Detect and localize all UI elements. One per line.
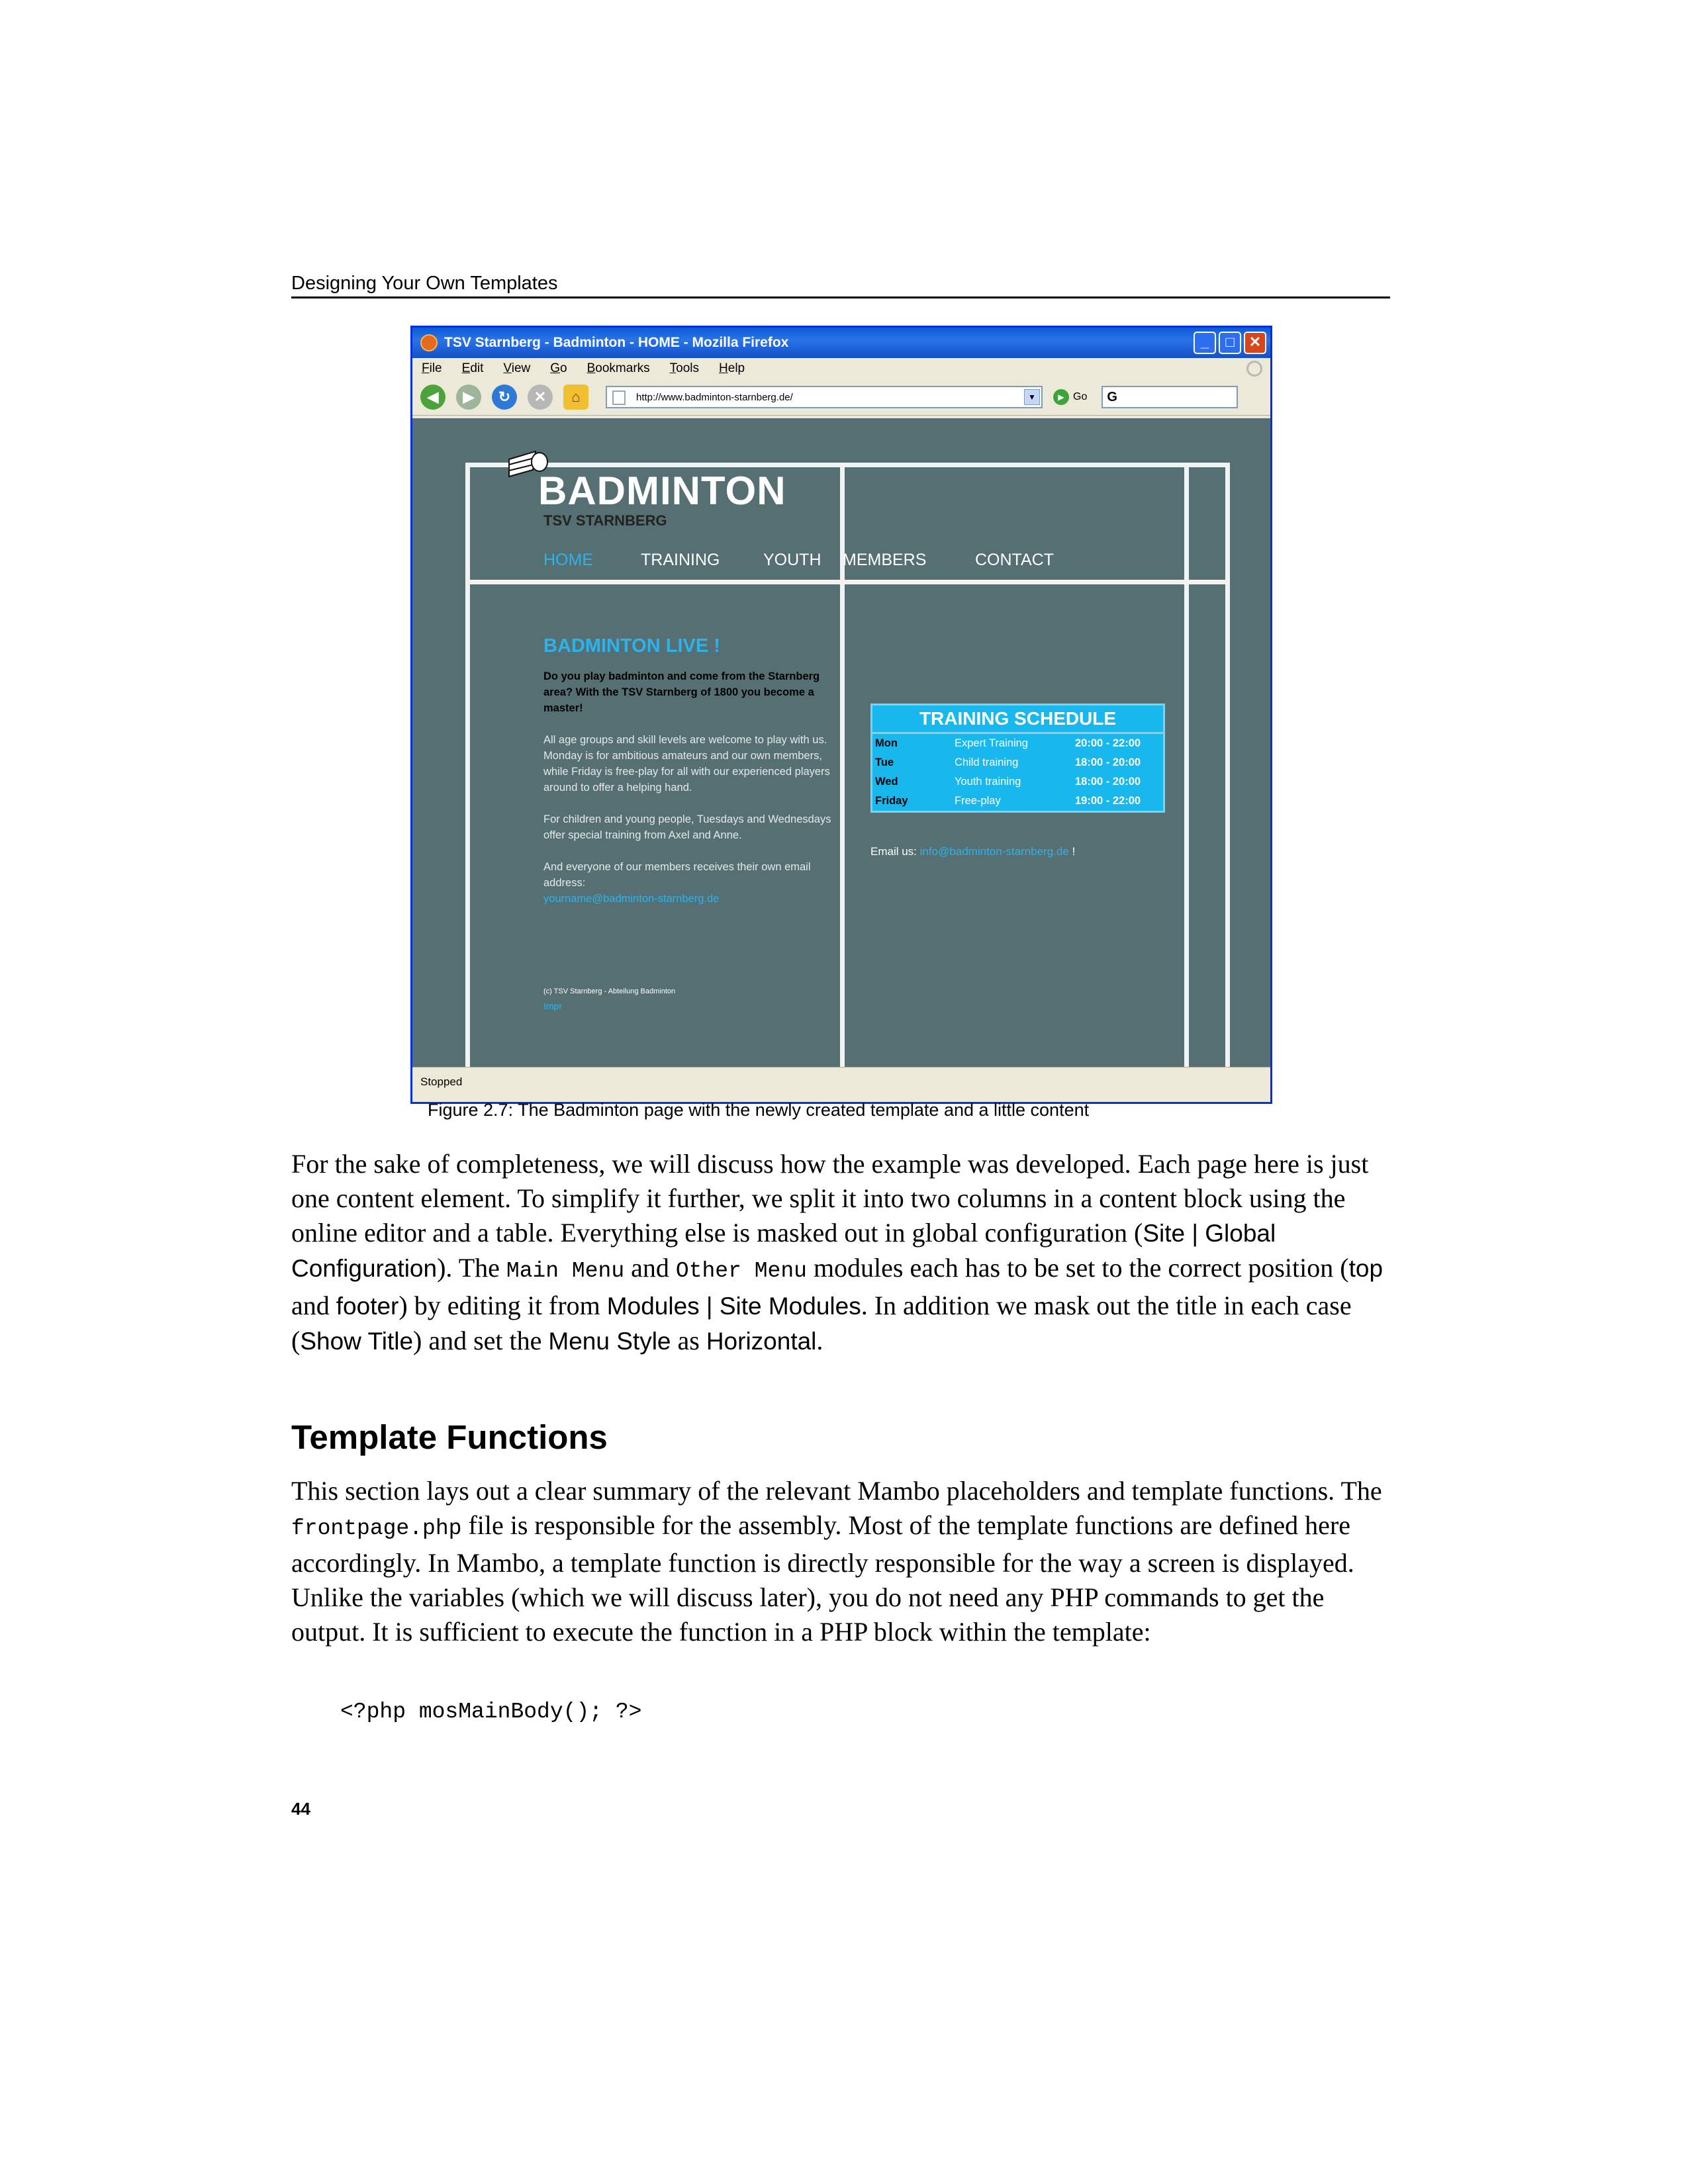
site-subtitle: TSV STARNBERG [543,512,667,529]
text-run: as [671,1326,706,1355]
text-run: modules each has to be set to the correct position ( [806,1253,1349,1283]
url-text: http://www.badminton-starnberg.de/ [636,391,793,403]
live-heading: BADMINTON LIVE ! [543,635,720,657]
go-arrow-icon: ▶ [1053,389,1069,405]
ui-term: Menu Style [548,1328,671,1355]
status-text: Stopped [420,1075,463,1088]
ui-term: footer [336,1293,399,1320]
schedule-day: Tue [875,756,894,768]
page-viewport [412,418,1270,1067]
schedule-time: 19:00 - 22:00 [1075,795,1141,807]
search-box[interactable] [1102,386,1238,408]
site-title: BADMINTON [538,469,786,513]
reload-icon[interactable]: ↻ [492,385,517,410]
throbber-icon [1246,361,1262,377]
running-header: Designing Your Own Templates [291,273,558,294]
schedule-day: Friday [875,795,908,807]
minimize-button[interactable]: _ [1194,332,1216,354]
code-sample: <?php mosMainBody(); ?> [340,1700,642,1724]
schedule-row [872,753,1163,772]
text-run: ). The [437,1253,506,1283]
page-icon [612,390,626,405]
nav-training[interactable]: TRAINING [641,551,720,569]
ui-term: Horizontal [706,1328,817,1355]
text-run: This section lays out a clear summary of the relevant Mambo placeholders and template functions. The [291,1476,1382,1506]
schedule-day: Mon [875,737,898,749]
schedule-row [872,792,1163,811]
schedule-row [872,734,1163,753]
home-icon[interactable]: ⌂ [563,385,588,410]
text-run: . In addition we mask out the title in each case ( [291,1291,1352,1355]
menu-go[interactable]: Go [550,361,567,375]
stop-icon[interactable]: ✕ [528,385,553,410]
nav-youth[interactable]: YOUTH [763,551,821,569]
nav-home[interactable]: HOME [543,551,593,569]
navigation-toolbar [412,379,1270,416]
menu-help[interactable]: Help [719,361,745,375]
nav-members[interactable]: MEMBERS [843,551,927,569]
firefox-icon [420,334,438,351]
schedule-row [872,772,1163,792]
header-rule [291,296,1390,298]
content-paragraph: For children and young people, Tuesdays and Wednesdays offer special training from Axel and Anne. [543,813,831,841]
forward-arrow-icon[interactable]: ▶ [456,385,481,410]
menu-tools[interactable]: Tools [669,361,700,375]
menu-bar [412,358,1270,379]
schedule-activity: Youth training [955,776,1021,788]
schedule-title: TRAINING SCHEDULE [872,705,1163,734]
menu-view[interactable]: View [503,361,531,375]
text-run: ) by editing it from [399,1291,607,1320]
main-content [543,668,845,923]
maximize-button[interactable]: □ [1219,332,1241,354]
email-suffix: ! [1072,845,1076,858]
intro-text: Do you play badminton and come from the Starnberg area? With the TSV Starnberg of 1800 you become a master! [543,670,820,714]
footer-link[interactable]: Impr [543,1001,562,1011]
search-engine-icon: G [1107,390,1117,404]
text-run: file is responsible for the assembly. Most of the template functions are defined here accordingly. In Mambo, a template function is directly responsible for the way a screen is displayed. Unlike the variables (which we will discuss later), you do not need any PHP commands to get the output. It is sufficient to execute the function in a PHP block within the template: [291,1510,1354,1647]
schedule-activity: Expert Training [955,737,1028,749]
schedule-time: 18:00 - 20:00 [1075,756,1141,768]
code-term: frontpage.php [291,1516,462,1541]
menu-bookmarks[interactable]: Bookmarks [586,361,650,375]
member-email-link[interactable]: yourname@badminton-starnberg.de [543,893,720,905]
schedule-time: 18:00 - 20:00 [1075,776,1141,788]
body-paragraph [291,1147,1390,1359]
training-schedule [870,704,1165,813]
layout-line [465,463,1230,467]
browser-screenshot [410,326,1272,1104]
body-paragraph [291,1474,1390,1649]
layout-line [465,580,1230,584]
figure-caption: Figure 2.7: The Badminton page with the newly created template and a little content [428,1100,1090,1120]
email-label: Email us: [870,845,917,858]
nav-contact[interactable]: CONTACT [975,551,1054,569]
content-paragraph: All age groups and skill levels are welcome to play with us. Monday is for ambitious amateurs and our own members, while Friday is free-play for all with our experienced players around to offer a helping hand. [543,734,830,794]
url-dropdown-icon[interactable]: ▼ [1024,389,1040,405]
content-paragraph: And everyone of our members receives their own email address: [543,861,811,889]
section-heading: Template Functions [291,1418,608,1456]
close-button[interactable]: ✕ [1244,332,1266,354]
status-bar [412,1067,1270,1102]
schedule-activity: Free-play [955,795,1001,807]
text-run: For the sake of completeness, we will discuss how the example was developed. Each page here is just one content element. To simplify it further, we split it into two columns in a content block using the online editor and a table. Everything else is masked out in global configuration ( [291,1149,1369,1248]
schedule-day: Wed [875,776,898,788]
text-run: . [816,1326,823,1355]
go-label: Go [1073,391,1088,402]
schedule-activity: Child training [955,756,1019,768]
back-arrow-icon[interactable]: ◀ [420,385,445,410]
ui-term: top [1348,1255,1383,1282]
window-title: TSV Starnberg - Badminton - HOME - Mozilla Firefox [444,335,789,350]
code-term: Other Menu [675,1259,807,1283]
text-run: ) and set the [413,1326,549,1355]
site-nav [412,551,1270,577]
url-bar[interactable] [606,386,1043,408]
contact-email-link[interactable]: info@badminton-starnberg.de [919,845,1069,858]
menu-edit[interactable]: Edit [461,361,484,375]
menu-path: Site | Global Configuration [291,1220,1276,1282]
schedule-time: 20:00 - 22:00 [1075,737,1141,749]
menu-path: Modules | Site Modules [606,1293,861,1320]
ui-term: Show Title [300,1328,414,1355]
footer-note: (c) TSV Starnberg - Abteilung Badminton [543,987,676,995]
code-term: Main Menu [506,1259,625,1283]
page-number: 44 [291,1799,310,1819]
window-titlebar [412,328,1270,358]
text-run: and [624,1253,676,1283]
email-line [870,845,1075,858]
menu-file[interactable]: File [422,361,442,375]
go-button[interactable] [1053,389,1087,405]
text-run: and [291,1291,336,1320]
